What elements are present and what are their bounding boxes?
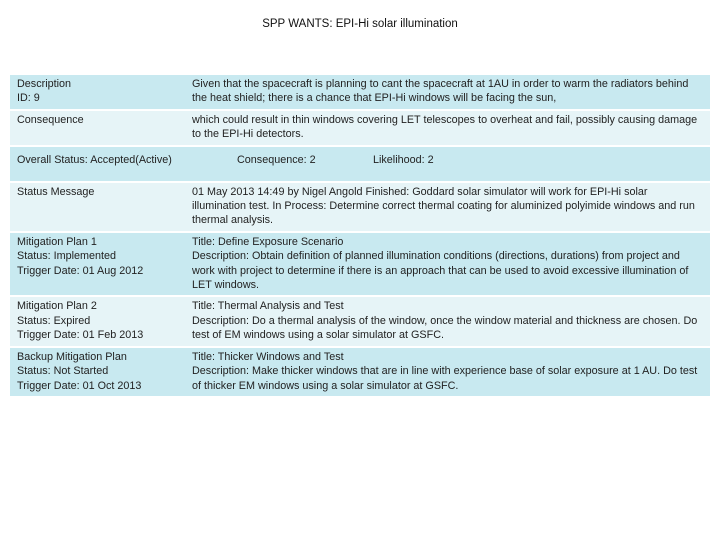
plan-description: Description: Make thicker windows that are in line with experience base of solar exposure at 1 AU. Do test of thicker EM windows using a solar simulator at GSFC. (192, 365, 698, 392)
backup-mitigation-plan-row (10, 348, 710, 396)
mitigation-plan-1-details (184, 233, 710, 296)
consequence-score: Consequence: 2 (237, 153, 316, 166)
plan-title: Title: Define Exposure Scenario (192, 235, 344, 248)
plan-trigger-date: Trigger Date: 01 Oct 2013 (17, 379, 142, 392)
overall-status: Overall Status: Accepted(Active) (17, 153, 172, 166)
description-text: Given that the spacecraft is planning to cant the spacecraft at 1AU in order to warm the radiators behind the heat shield; there is a chance that EPI-Hi windows will be facing the sun, (192, 78, 689, 105)
status-message-text: 01 May 2013 14:49 by Nigel Angold Finished: Goddard solar simulator will work for EPI-Hi solar illumination test. In Process: Determine correct thermal coating for aluminized polyimide windows and run thermal analysis. (192, 185, 695, 227)
risk-id: ID: 9 (17, 92, 40, 105)
status-message-label: Status Message (17, 185, 95, 198)
plan-name: Mitigation Plan 2 (17, 300, 97, 313)
plan-trigger-date: Trigger Date: 01 Feb 2013 (17, 329, 144, 342)
mitigation-plan-1-label (10, 233, 184, 296)
backup-mitigation-plan-label (10, 348, 184, 396)
plan-status: Status: Expired (17, 314, 91, 327)
description-label-cell (10, 75, 184, 109)
status-message-row (10, 183, 710, 231)
plan-title: Title: Thermal Analysis and Test (192, 300, 344, 313)
likelihood-score: Likelihood: 2 (373, 153, 434, 166)
description-label: Description (17, 78, 72, 90)
plan-title: Title: Thicker Windows and Test (192, 350, 344, 363)
page-title: SPP WANTS: EPI-Hi solar illumination (262, 18, 458, 30)
consequence-text: which could result in thin windows covering LET telescopes to overheat and fail, possibly causing damage to the EPI-Hi detectors. (192, 113, 698, 141)
backup-mitigation-plan-details (184, 348, 710, 396)
overall-status-row (10, 147, 710, 181)
plan-status: Status: Not Started (17, 365, 109, 378)
plan-name: Backup Mitigation Plan (17, 350, 127, 363)
consequence-row (10, 111, 710, 145)
consequence-label: Consequence (17, 113, 84, 126)
plan-description: Description: Do a thermal analysis of the window, once the window material and thickness are chosen. Do test of EM windows using a solar simulator at GSFC. (192, 314, 698, 342)
plan-trigger-date: Trigger Date: 01 Aug 2012 (17, 264, 144, 277)
risk-table (10, 75, 710, 398)
mitigation-plan-1-row (10, 233, 710, 296)
plan-name: Mitigation Plan 1 (17, 235, 97, 248)
mitigation-plan-2-details (184, 297, 710, 345)
mitigation-plan-2-row (10, 297, 710, 345)
plan-description: Description: Obtain definition of planned illumination conditions (directions, durations) from project and work with project to determine if there is an approach that can be used to avoid excessive illumination of LET windows. (192, 250, 689, 292)
mitigation-plan-2-label (10, 297, 184, 345)
description-row (10, 75, 710, 109)
plan-status: Status: Implemented (17, 250, 117, 263)
